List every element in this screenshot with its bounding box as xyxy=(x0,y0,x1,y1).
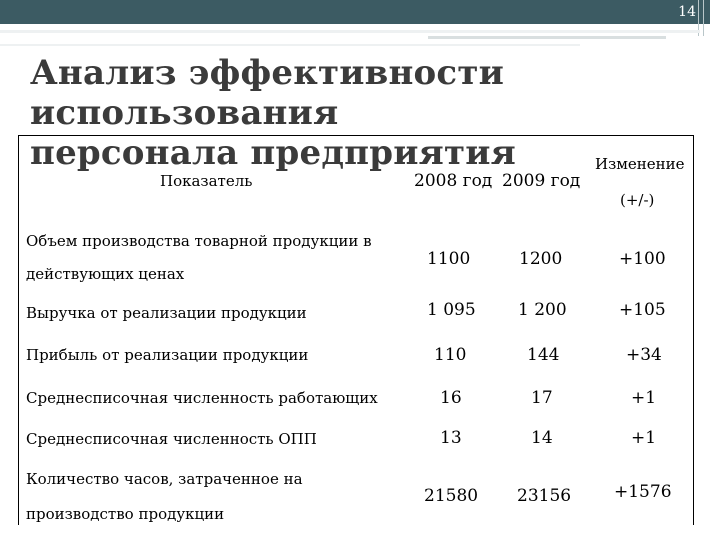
row-6-2009: 23156 xyxy=(517,486,572,506)
header-indicator: Показатель xyxy=(160,172,253,190)
row-2-2009: 1 200 xyxy=(518,300,567,320)
header-change-sign: (+/-) xyxy=(620,191,655,209)
row-4-name: Среднесписочная численность работающих xyxy=(26,389,378,407)
row-2-2008: 1 095 xyxy=(427,300,476,320)
row-5-2009: 14 xyxy=(531,428,553,448)
row-3-change: +34 xyxy=(626,345,662,365)
row-6-2008: 21580 xyxy=(424,486,479,506)
row-4-2008: 16 xyxy=(440,388,462,408)
row-3-2009: 144 xyxy=(527,345,560,365)
row-4-2009: 17 xyxy=(531,388,553,408)
row-4-change: +1 xyxy=(631,388,657,408)
row-2-name: Выручка от реализации продукции xyxy=(26,304,307,322)
row-3-2008: 110 xyxy=(434,345,467,365)
row-1-name-line-2: действующих ценах xyxy=(26,265,185,283)
row-5-change: +1 xyxy=(631,428,657,448)
header-2009: 2009 год xyxy=(502,171,581,191)
row-1-name-line-1: Объем производства товарной продукции в xyxy=(26,232,372,250)
header-2008: 2008 год xyxy=(414,171,493,191)
decorative-line xyxy=(428,36,666,39)
row-5-2008: 13 xyxy=(440,428,462,448)
row-1-change: +100 xyxy=(619,249,666,269)
table-frame xyxy=(18,135,694,525)
top-bar-edge-inner xyxy=(703,0,704,36)
row-6-change: +1576 xyxy=(614,482,672,502)
row-2-change: +105 xyxy=(619,300,666,320)
title-line-1: Анализ эффективности использования xyxy=(30,53,505,133)
top-bar xyxy=(0,0,710,24)
slide-number: 14 xyxy=(678,4,696,20)
decorative-line xyxy=(0,30,700,33)
row-6-name-line-2: производство продукции xyxy=(26,505,225,523)
row-3-name: Прибыль от реализации продукции xyxy=(26,346,309,364)
row-5-name: Среднесписочная численность ОПП xyxy=(26,430,317,448)
row-1-2008: 1100 xyxy=(427,249,471,269)
row-1-2009: 1200 xyxy=(519,249,563,269)
row-6-name-line-1: Количество часов, затраченное на xyxy=(26,470,303,488)
decorative-line xyxy=(0,44,580,46)
header-change: Изменение xyxy=(595,155,685,173)
title-line-2: персонала предприятия xyxy=(30,133,516,173)
